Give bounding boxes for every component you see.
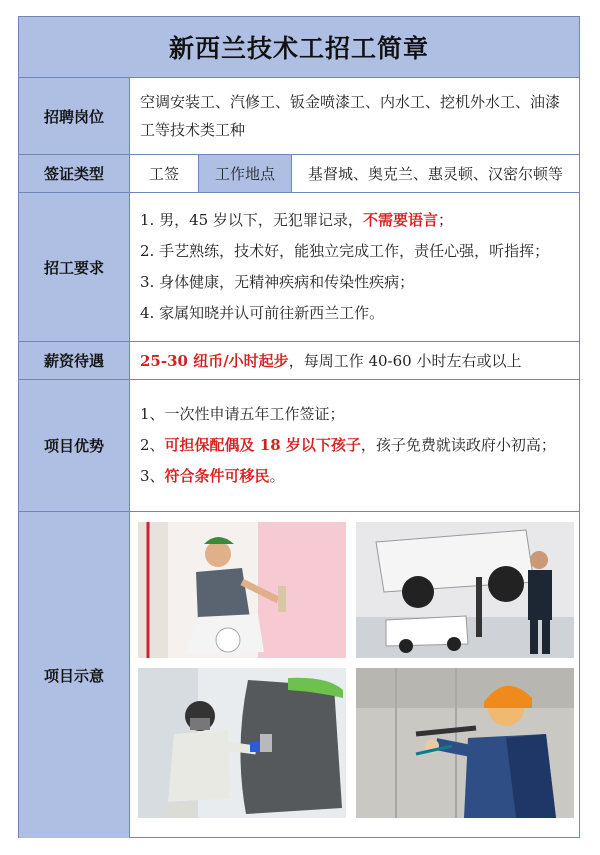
row-illustration	[19, 512, 579, 838]
requirement-item: 1. 男，45 岁以下，无犯罪记录，不需要语言；	[140, 211, 453, 229]
content-requirements	[130, 193, 579, 341]
positions-text: 空调安装工、汽修工、钣金喷漆工、内水工、挖机外水工、油漆工等技术类工种	[140, 93, 561, 139]
photo-grid	[130, 512, 579, 838]
row-visa	[19, 155, 579, 193]
label-requirements: 招工要求	[19, 193, 130, 341]
advantage-item: 3、符合条件可移民。	[140, 467, 285, 485]
visa-cells	[130, 155, 579, 192]
requirement-item: 2. 手艺熟练，技术好，能独立完成工作，责任心强，听指挥；	[140, 242, 550, 260]
row-requirements	[19, 193, 579, 342]
content-salary	[130, 342, 579, 379]
advantage-item: 1、一次性申请五年工作签证；	[140, 405, 345, 423]
recruitment-sheet	[18, 16, 580, 838]
content-positions	[130, 78, 579, 154]
row-positions	[19, 78, 579, 155]
row-salary	[19, 342, 579, 380]
page-title: 新西兰技术工招工简章	[19, 17, 579, 78]
label-visa: 签证类型	[19, 155, 130, 192]
row-advantages	[19, 380, 579, 512]
painter-wall-photo	[138, 522, 346, 658]
visa-type: 工签	[130, 155, 199, 192]
salary-text: ，每周工作 40-60 小时左右或以上	[288, 351, 522, 370]
requirement-item: 4. 家属知晓并认可前往新西兰工作。	[140, 304, 385, 322]
label-illustration: 项目示意	[19, 512, 130, 838]
location-list: 基督城、奥克兰、惠灵顿、汉密尔顿等	[307, 165, 563, 183]
label-advantages: 项目优势	[19, 380, 130, 511]
salary-highlight: 25-30 纽币/小时起步	[140, 351, 289, 370]
spray-painter-photo	[138, 668, 346, 818]
requirement-item: 3. 身体健康，无精神疾病和传染性疾病；	[140, 273, 415, 291]
label-positions: 招聘岗位	[19, 78, 130, 154]
label-salary: 薪资待遇	[19, 342, 130, 379]
content-advantages	[130, 380, 579, 511]
advantage-item: 2、可担保配偶及 18 岁以下孩子，孩子免费就读政府小初高；	[140, 436, 556, 454]
mechanic-lift-photo	[356, 522, 574, 658]
welder-photo	[356, 668, 574, 818]
location-label: 工作地点	[199, 155, 292, 192]
